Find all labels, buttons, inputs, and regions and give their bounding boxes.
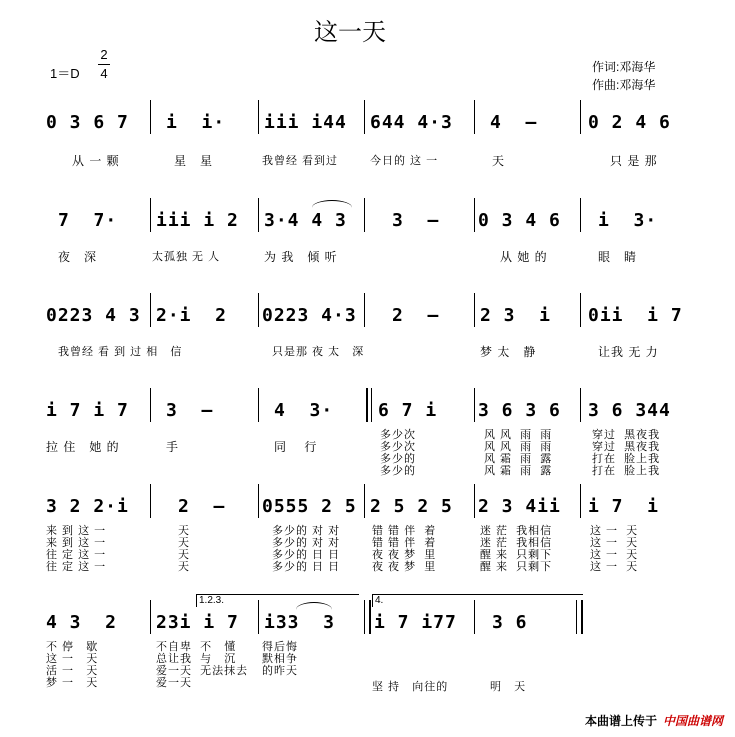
lyric-verse-1: 多少的 对 对 [272, 525, 341, 537]
measure: i 7 i77 [374, 612, 457, 633]
lyric-verse-1: 不自卑 不 懂 [156, 641, 237, 653]
measure: i 3· [598, 210, 658, 231]
lyric-verse-2: 多少的 对 对 [272, 537, 341, 549]
lyric-verse-4: 梦 一 天 [46, 677, 99, 689]
lyric-verse-1: 风 风 雨 雨 [484, 429, 553, 441]
lyric-verse-3: 往 定 这 一 [46, 549, 107, 561]
lyric: 只是那 夜 太 深 [272, 346, 365, 358]
lyric-verse-4: 风 霜 雨 露 [484, 465, 553, 477]
lyric-verse-4: 天 [178, 561, 190, 573]
lyric-verse-1: 这 一 天 [590, 525, 639, 537]
measure: 3 6 344 [588, 400, 671, 421]
lyric-verse-3: 多少的 日 日 [272, 549, 341, 561]
lyric-verse-1: 迷 茫 我相信 [480, 525, 553, 537]
lyric: 同 行 [274, 440, 318, 454]
lyric: 手 [166, 440, 180, 454]
site-logo[interactable]: 中国曲谱网 [662, 714, 723, 728]
measure: i i· [166, 112, 226, 133]
volta-2: 4. [372, 594, 583, 607]
lyric-verse-2: 这 一 天 [46, 653, 99, 665]
lyric-verse-4: 明 天 [490, 681, 527, 693]
lyric: 为 我 倾 听 [264, 250, 338, 264]
composer-credit: 作曲:邓海华 [592, 78, 656, 92]
measure: 2 5 2 5 [370, 496, 453, 517]
lyric-verse-3: 风 霜 雨 露 [484, 453, 553, 465]
measure: 0 2 4 6 [588, 112, 671, 133]
lyric-verse-2: 默相争 [262, 653, 298, 665]
lyric-verse-3: 天 [178, 549, 190, 561]
measure: 7 7· [58, 210, 118, 231]
lyric-verse-4: 坚 持 向往的 [372, 681, 449, 693]
lyric-verse-4: 往 定 这 一 [46, 561, 107, 573]
lyric-verse-1: 得后悔 [262, 641, 298, 653]
lyric-verse-2: 这 一 天 [590, 537, 639, 549]
measure: 3·4 4 3 [264, 210, 347, 231]
lyric-verse-1: 天 [178, 525, 190, 537]
measure: 0 3 6 7 [46, 112, 129, 133]
lyric-verse-1: 多少次 [380, 429, 416, 441]
lyric: 今日的 这 一 [370, 155, 439, 167]
lyric: 天 [492, 154, 506, 168]
measure: 3 6 3 6 [478, 400, 561, 421]
lyric: 只 是 那 [610, 154, 658, 168]
lyric-verse-3: 这 一 天 [590, 549, 639, 561]
measure: i33 3 [264, 612, 336, 633]
lyric-verse-2: 天 [178, 537, 190, 549]
footer-credit [585, 712, 723, 729]
measure: 23i i 7 [156, 612, 239, 633]
measure: 4 3· [274, 400, 334, 421]
lyric-verse-2: 风 风 雨 雨 [484, 441, 553, 453]
lyricist-credit: 作词:邓海华 [592, 60, 656, 74]
meter-bottom: 4 [100, 66, 108, 81]
lyric: 眼 睛 [598, 250, 638, 264]
lyric-verse-4: 多少的 日 日 [272, 561, 341, 573]
measure: 0223 4·3 [262, 305, 357, 326]
lyric-verse-3: 多少的 [380, 453, 416, 465]
lyric: 让我 无 力 [598, 345, 659, 359]
lyric: 从 一 颗 [72, 154, 120, 168]
meter-top: 2 [100, 47, 108, 62]
lyric: 我曾经 看到过 [262, 155, 339, 167]
lyric-verse-3: 打在 脸上我 [592, 453, 661, 465]
measure: 3 2 2·i [46, 496, 129, 517]
lyric-verse-4: 醒 来 只剩下 [480, 561, 553, 573]
lyric: 星 星 [174, 154, 214, 168]
lyric-verse-4: 夜 夜 梦 里 [372, 561, 437, 573]
measure: 2 – [178, 496, 226, 517]
measure: iii i 2 [156, 210, 239, 231]
footer-label: 本曲谱上传于 [584, 714, 657, 728]
measure: 0 3 4 6 [478, 210, 561, 231]
lyric: 梦 太 静 [480, 345, 537, 359]
time-signature [98, 48, 110, 81]
lyric-verse-3: 的昨天 [262, 665, 298, 677]
lyric-verse-1: 不 停 歇 [46, 641, 99, 653]
measure: 4 3 2 [46, 612, 118, 633]
lyric: 太孤独 无 人 [152, 251, 221, 263]
lyric-verse-2: 总让我 与 沉 [156, 653, 237, 665]
measure: 644 4·3 [370, 112, 453, 133]
lyric: 从 她 的 [500, 250, 548, 264]
measure: 3 – [392, 210, 440, 231]
measure: i 7 i 7 [46, 400, 129, 421]
measure: 3 6 [492, 612, 528, 633]
measure: 2·i 2 [156, 305, 228, 326]
measure: 0223 4 3 [46, 305, 141, 326]
lyric-verse-2: 错 错 伴 着 [372, 537, 437, 549]
lyric-verse-3: 活 一 天 [46, 665, 99, 677]
lyric-verse-1: 来 到 这 一 [46, 525, 107, 537]
lyric-verse-4: 多少的 [380, 465, 416, 477]
lyric-verse-1: 穿过 黑夜我 [592, 429, 661, 441]
lyric-verse-2: 穿过 黑夜我 [592, 441, 661, 453]
song-title: 这一天 [314, 18, 386, 46]
lyric-verse-1: 错 错 伴 着 [372, 525, 437, 537]
measure: 2 3 4ii [478, 496, 561, 517]
lyric-verse-4: 这 一 天 [590, 561, 639, 573]
lyric-verse-3: 爱一天 无法抹去 [156, 665, 249, 677]
measure: 0ii i 7 [588, 305, 683, 326]
measure: 0555 2 5 [262, 496, 357, 517]
lyric: 夜 深 [58, 250, 98, 264]
measure: 4 – [490, 112, 538, 133]
key-signature: 1＝D [50, 66, 80, 81]
lyric: 我曾经 看 到 过 相 信 [58, 346, 183, 358]
lyric-verse-4: 爱一天 [156, 677, 192, 689]
measure: 3 – [166, 400, 214, 421]
volta-1: 1.2.3. [196, 594, 359, 607]
lyric-verse-3: 夜 夜 梦 里 [372, 549, 437, 561]
lyric-verse-2: 迷 茫 我相信 [480, 537, 553, 549]
measure: iii i44 [264, 112, 347, 133]
measure: 2 3 i [480, 305, 552, 326]
lyric-verse-2: 来 到 这 一 [46, 537, 107, 549]
measure: 6 7 i [378, 400, 438, 421]
lyric-verse-4: 打在 脸上我 [592, 465, 661, 477]
lyric: 拉 住 她 的 [46, 440, 120, 454]
measure: i 7 i [588, 496, 660, 517]
lyric-verse-3: 醒 来 只剩下 [480, 549, 553, 561]
lyric-verse-2: 多少次 [380, 441, 416, 453]
measure: 2 – [392, 305, 440, 326]
